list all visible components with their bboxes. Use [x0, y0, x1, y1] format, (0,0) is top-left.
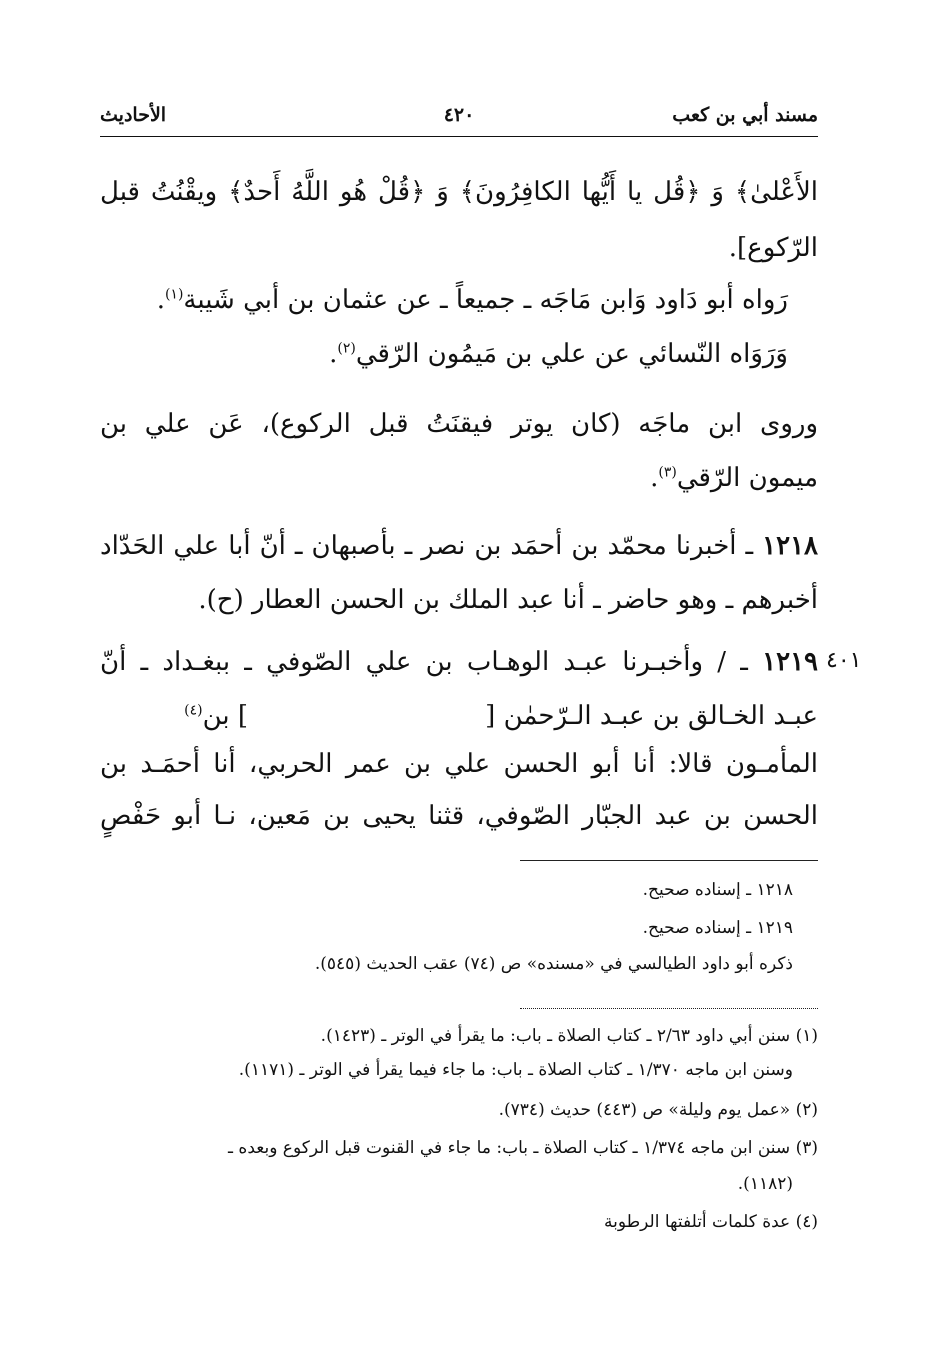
body-line-2: الرّكوع]. — [728, 233, 818, 263]
hadith-note-1219-detail: ذكره أبو داود الطيالسي في «مسنده» ص (٧٤) عقب الحديث (٥٤٥). — [314, 954, 793, 974]
footnote-ref-2: (٢) — [337, 340, 356, 357]
footnote-ref-3: (٣) — [658, 464, 677, 481]
body-line-6: ميمون الرّقي$^{(٣)}$. — [650, 463, 818, 493]
footnote-1: (١) سنن أبي داود ٢/٦٣ ـ كتاب الصلاة ـ باب: ما يقرأ في الوتر ـ (١٤٢٣). — [320, 1026, 818, 1046]
running-header — [100, 104, 818, 134]
hadith-note-1218: ١٢١٨ ـ إسناده صحيح. — [642, 880, 793, 900]
header-page-number: ٤٢٠ — [443, 104, 475, 126]
footnote-3: (٣) سنن ابن ماجه ١/٣٧٤ ـ كتاب الصلاة ـ باب: ما جاء في القنوت قبل الركوع وبعده ـ — [228, 1138, 818, 1158]
hadith-1219-line-3: المأمـون قالا: أنا أبو الحسن علي بن عمر الحربي، أنا أحمَـد بن — [100, 749, 818, 779]
hadith-1219-line-1: ١٢١٩ ـ / وأخبـرنا عبـد الوهـاب بن علي الصّوفي ـ ببغـداد ـ أنّ — [100, 647, 818, 677]
footnote-ref-1: (١) — [164, 286, 184, 303]
hadith-1218-line-1: ١٢١٨ ـ أخبرنا محمّد بن أحمَد بن نصر ـ بأصبهان ـ أنّ أبا علي الحَدّاد — [100, 531, 819, 561]
footnote-3-cont: (١١٨٢). — [737, 1174, 793, 1194]
header-book-title: مسند أبي بن كعب — [672, 104, 818, 126]
hadith-1219-line-2-end: ] بن$^{(٤)}$ — [184, 701, 248, 731]
hadith-number-1218: ١٢١٨ — [762, 531, 819, 561]
hadith-1218-line-2: أخبرهم ـ وهو حاضر ـ أنا عبد الملك بن الحسن العطار (ح). — [198, 585, 818, 615]
footnote-4: (٤) عدة كلمات أتلفتها الرطوبة — [603, 1212, 818, 1232]
hadith-1219-line-4: الحسن بن عبد الجبّار الصّوفي، قثنا يحيى بن مَعين، نـا أبو حَفْصٍ — [100, 801, 819, 831]
body-line-4: وَرَوَاه النّسائي عن علي بن مَيمُون الرّقي$^{(٢)}$. — [329, 339, 788, 369]
notes-separator — [520, 860, 818, 861]
margin-page-note: ٤٠١ — [826, 648, 862, 673]
body-line-3: رَواه أبو دَاود وَابن مَاجَه ـ جميعاً ـ عن عثمان بن أبي شَيبة$^{(١)}$. — [156, 285, 788, 315]
hadith-1219-line-2: عبـد الخـالق بن عبـد الـرّحمٰن [ — [485, 701, 818, 731]
hadith-number-1219: ١٢١٩ — [762, 647, 818, 677]
footnotes-separator — [520, 1008, 818, 1009]
footnote-ref-4: (٤) — [184, 702, 203, 719]
header-section-title: الأحاديث — [100, 104, 167, 126]
body-line-5: وروى ابن ماجَه (كان يوتر فيقنَتُ قبل الركوع)، عَن علي بن — [100, 409, 818, 439]
hadith-note-1219: ١٢١٩ ـ إسناده صحيح. — [642, 918, 793, 938]
header-rule — [100, 136, 818, 137]
footnote-1-cont: وسنن ابن ماجه ١/٣٧٠ ـ كتاب الصلاة ـ باب: ما جاء فيما يقرأ في الوتر ـ (١١٧١). — [238, 1060, 793, 1080]
body-line-1: الأَعْلىٰ﴾ وَ ﴿قُل يا أَيُّها الكافِرُونَ﴾ وَ ﴿قُلْ هُو اللَّهُ أَحدٌ﴾ ويقْنُتُ قبل — [100, 177, 818, 207]
footnote-2: (٢) «عمل يوم وليلة» ص (٤٤٣) حديث (٧٣٤). — [498, 1100, 818, 1120]
